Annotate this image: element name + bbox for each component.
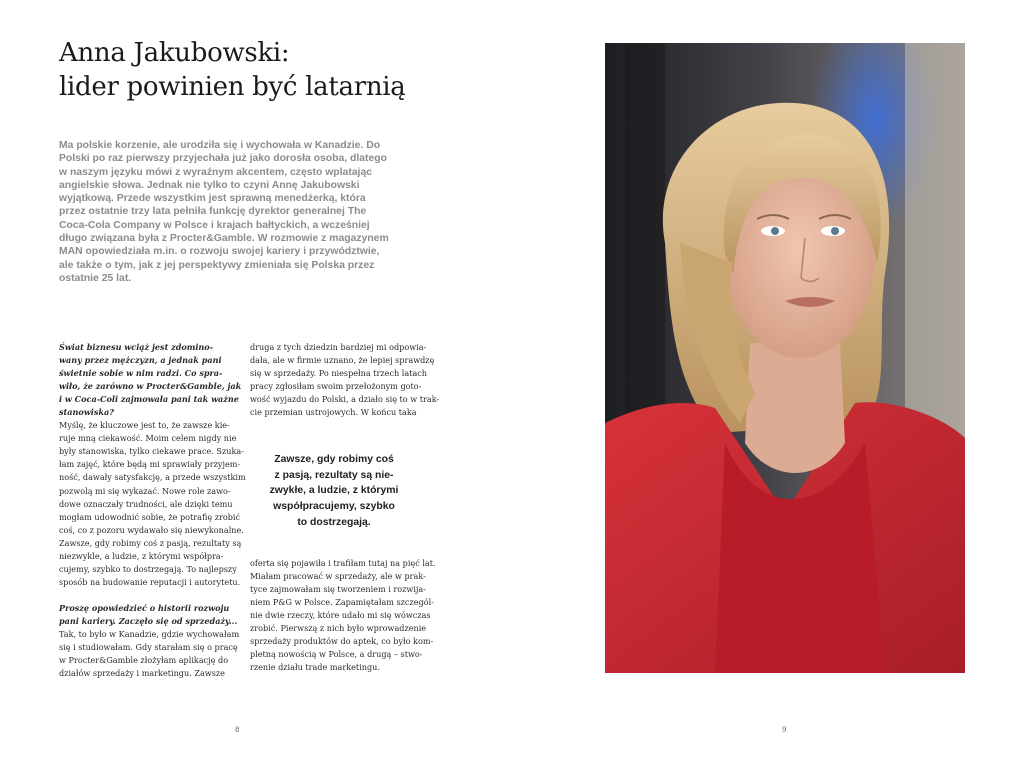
text-line: sprzedaży produktów do aptek, co było kom-: [250, 636, 434, 647]
pull-quote-line: z pasją, rezultaty są nie-: [274, 469, 394, 481]
text-line: wość wyjazdu do Polski, a działo się to w trak-: [250, 394, 440, 405]
pull-quote: [253, 452, 415, 531]
body-column-right-top: [250, 341, 440, 419]
lead-line: przez ostatnie trzy lata pełniła funkcję dyrektor generalnej The: [59, 206, 367, 218]
text-line: Tak, to było w Kanadzie, gdzie wychowałam: [59, 628, 240, 639]
interview-question: [59, 602, 238, 628]
text-line: w Procter&Gamble złożyłam aplikację do: [59, 655, 229, 666]
portrait-illustration: [605, 43, 965, 673]
text-line: druga z tych dziedzin bardziej mi odpowia-: [250, 342, 427, 352]
text-line: działów sprzedaży i marketingu. Zawsze: [59, 668, 225, 679]
text-line: zrobić. Pierwszą z nich było wprowadzenie: [250, 623, 427, 634]
lead-line: w naszym języku mówi z wyraźnym akcentem, często wplatając: [59, 166, 372, 178]
text-line: się w sprzedaży. Po niespełna trzech latach: [250, 368, 428, 379]
pull-quote-line: to dostrzegają.: [297, 516, 371, 528]
lead-line: ale także o tym, jak z jej perspektywy zmieniała się Polska przez: [59, 259, 375, 271]
text-line: cie przemian ustrojowych. W końcu taka: [250, 407, 417, 418]
text-line: Świat biznesu wciąż jest zdomino-: [59, 342, 214, 352]
text-line: tyce zajmowałam się tworzeniem i rozwija-: [250, 584, 426, 595]
title-line: Anna Jakubowski:: [59, 38, 290, 68]
page-number-left: 8: [235, 726, 240, 734]
text-line: Miałam pracować w sprzedaży, ale w prak-: [250, 571, 426, 582]
text-line: rzenie działu trade marketingu.: [250, 662, 380, 673]
text-line: Proszę opowiedzieć o historii rozwoju: [59, 602, 230, 613]
lead-line: Coca-Cola Company w Polsce i krajach bałtyckich, a wcześniej: [59, 219, 370, 231]
text-line: pracy zgłosiłam swoim przełożonym goto-: [250, 381, 422, 392]
text-line: coś, co z pozoru wydawało się niewykonalne.: [59, 524, 244, 535]
text-line: dała, ale w firmie uznano, że lepiej sprawdzę: [250, 355, 435, 366]
lead-line: wyjątkową. Przede wszystkim jest sprawną menedżerką, która: [59, 193, 366, 205]
article-title: [59, 36, 559, 104]
pull-quote-line: Zawsze, gdy robimy coś: [274, 454, 394, 465]
lead-line: ostatnie 25 lat.: [59, 272, 132, 284]
lead-line: długo związana była z Procter&Gamble. W rozmowie z magazynem: [59, 233, 389, 245]
body-column-right-bottom: [250, 557, 436, 674]
text-line: Myślę, że kluczowe jest to, że zawsze kie-: [59, 420, 230, 431]
text-line: pani kariery. Zaczęło się od sprzedaży...: [59, 615, 238, 626]
text-line: ruje mną ciekawość. Moim celem nigdy nie: [59, 433, 237, 444]
text-line: cujemy, szybko to dostrzegają. To najlepszy: [59, 563, 237, 574]
text-line: Zawsze, gdy robimy coś z pasją, rezultaty są: [59, 537, 242, 548]
interview-answer: [59, 628, 240, 680]
lead-paragraph: [59, 139, 389, 285]
lead-line: MAN opowiedziała m.in. o rozwoju swojej kariery i przywództwie,: [59, 246, 380, 258]
text-line: wany przez mężczyzn, a jednak pani: [59, 355, 222, 366]
lead-line: Polski po raz pierwszy przyjechała już jako dorosła osoba, dlatego: [59, 153, 387, 165]
text-line: i w Coca-Coli zajmowała pani tak ważne: [59, 394, 239, 405]
text-line: wiło, że zarówno w Procter&Gamble, jak: [59, 381, 242, 392]
paragraph-gap: [59, 589, 227, 602]
pull-quote-line: zwykłe, a ludzie, z którymi: [269, 485, 399, 497]
text-line: się i studiowałam. Gdy starałam się o pracę: [59, 642, 238, 653]
text-line: pozwolą mi się wykazać. Nowe role zawo-: [59, 485, 231, 496]
text-line: świetnie sobie w nim radzi. Co spra-: [59, 368, 223, 379]
page-number-right: 9: [782, 726, 787, 734]
title-line: lider powinien być latarnią: [59, 72, 406, 102]
interview-answer: [59, 419, 246, 589]
text-line: sposób na budowanie reputacji i autorytetu.: [59, 576, 241, 587]
lead-line: Ma polskie korzenie, ale urodziła się i wychowała w Kanadzie. Do: [59, 140, 381, 151]
text-line: oferta się pojawiła i trafiłam tutaj na pięć lat.: [250, 558, 436, 568]
text-line: były stanowiska, tylko ciekawe prace. Szuka-: [59, 446, 244, 457]
body-column-left: [59, 341, 246, 680]
text-line: pletną nowością w Polsce, a drugą – stwo-: [250, 649, 423, 660]
pull-quote-line: współpracujemy, szybko: [273, 501, 395, 513]
text-line: niezwykle, a ludzie, z którymi współpra-: [59, 550, 224, 561]
text-line: nie dwie rzeczy, które udało mi się wówczas: [250, 610, 431, 621]
text-line: stanowiska?: [59, 407, 115, 418]
portrait-photo: [605, 43, 965, 673]
lead-line: angielskie słowa. Jednak nie tylko to czyni Annę Jakubowski: [59, 179, 360, 191]
text-line: ność, dawały satysfakcję, a przede wszystkim: [59, 472, 246, 483]
text-line: dowe oznaczały trudności, ale dzięki temu: [59, 498, 233, 509]
text-line: niem P&G w Polsce. Zapamiętałam szczegól-: [250, 597, 434, 608]
text-line: mogłam udowodnić sobie, że potrafię zrobić: [59, 511, 241, 522]
interview-question: [59, 341, 242, 419]
text-line: łam zajęć, które będą mi sprawiały przyjem-: [59, 459, 241, 470]
